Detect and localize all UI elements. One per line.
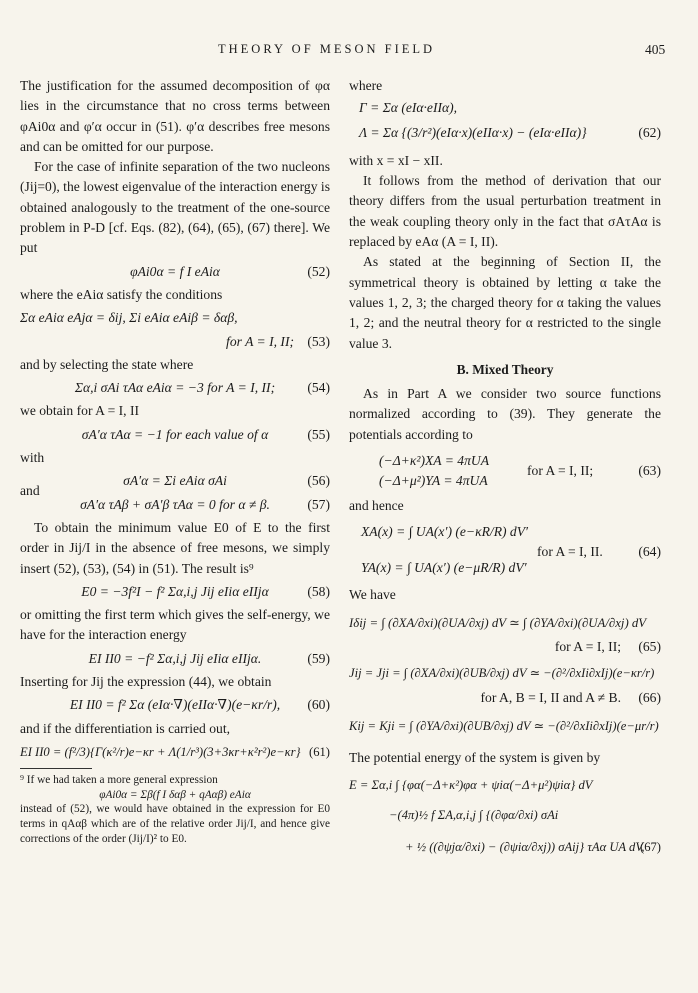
- equation-64: XA(x) = ∫ UA(x′) (e−κR/R) dV′ YA(x) = ∫ UA(x′) (e−μR/R) dV′ for A = I, II. (64): [361, 523, 661, 576]
- paragraph: we obtain for A = I, II: [20, 403, 140, 419]
- equation-67-line3: + ½ ((∂ψjα/∂xi) − (∂ψiα/∂xj)) σAij} τAα UA dV, (67): [405, 840, 661, 855]
- equation-60: EI II0 = f² Σα (eIα·∇)(eIIα·∇)(e−κr/r), (60): [69, 697, 330, 713]
- equation-56: and σA′α = Σi eAiα σAi (56): [20, 473, 330, 499]
- equation-54: Σα,i σAi τAα eAiα = −3 for A = I, II; (54): [74, 380, 330, 396]
- paragraph: with x = xI − xII.: [349, 152, 443, 168]
- equation-67-line1: E = Σα,i ∫ {φα(−Δ+κ²)φα + ψiα(−Δ+μ²)ψiα} dV: [349, 777, 593, 792]
- paragraph: and by selecting the state where: [20, 356, 194, 372]
- footnote-rule: [20, 768, 92, 769]
- footnote-text: instead of (52), we would have obtained in the expression for E0 terms in qAαβ which are of the relative order Jij/I, and hence give corrections of the order (Jij/I)² to E0.: [20, 803, 330, 845]
- equation-67-line2: −(4π)½ f ΣA,α,i,j ∫ {(∂φα/∂xi) σAi: [389, 807, 559, 822]
- equation-66-condition: for A, B = I, II and A ≠ B. (66): [480, 689, 661, 705]
- paragraph: and hence: [349, 497, 404, 513]
- paragraph: The justification for the assumed decomposition of φα lies in the circumstance that no cross terms between φAi0α and φ′α occur in (51). φ′α describes free mesons and can be omitted for our purpose.: [20, 78, 330, 154]
- footnote-text: ⁹ If we had taken a more general expression: [20, 774, 218, 787]
- running-header: [0, 42, 698, 62]
- right-column: [349, 76, 661, 862]
- paragraph: Inserting for Jij the expression (44), we obtain: [20, 674, 272, 690]
- paragraph: The potential energy of the system is given by: [349, 750, 601, 766]
- equation-63: (−Δ+κ²)XA = 4πUA (−Δ+μ²)YA = 4πUA for A = I, II; (63): [379, 453, 661, 489]
- equation-62-lambda: Λ = Σα {(3/r²)(eIα·x)(eIIα·x) − (eIα·eIIα)} (62): [359, 124, 661, 140]
- running-title: THEORY OF MESON FIELD: [218, 42, 436, 56]
- equation-55: σA′α τAα = −1 for each value of α (55): [81, 426, 330, 442]
- equation-52: φAi0α = f I eAiα (52): [130, 263, 330, 279]
- equation-59: EI II0 = −f² Σα,i,j Jij eIiα eIIjα. (59): [88, 650, 330, 666]
- paragraph: where the eAiα satisfy the conditions: [20, 286, 223, 302]
- equation-k: Kij = Kji = ∫ (∂YA/∂xi)(∂UB/∂xj) dV ≃ −(∂²/∂xIi∂xIj)(e−μr/r): [349, 719, 659, 734]
- equation-65-condition: for A = I, II; (65): [554, 639, 661, 655]
- footnote-equation: φAi0α = Σβ(f I δαβ + qAαβ) eAiα: [99, 788, 251, 801]
- footnote: [20, 768, 330, 846]
- paragraph: with: [20, 450, 45, 466]
- page-number: 405: [645, 42, 666, 57]
- paragraph: To obtain the minimum value E0 of E to the first order in Jij/I in the absence of free mesons, we simply insert (52), (53), (54) in (51). The result is⁹: [20, 519, 330, 576]
- paragraph: As stated at the beginning of Section II, the symmetrical theory is obtained by letting α take the values 1, 2, 3; the charged theory for α taking the values 1, 2; and the neutral theory for α restricted to the single value 3.: [349, 254, 661, 351]
- left-column: [20, 76, 330, 846]
- equation-53-condition: for A = I, II; (53): [226, 333, 330, 349]
- equation-66: Jij = Jji = ∫ (∂XA/∂xi)(∂UB/∂xj) dV ≃ −(∂²/∂xIi∂xIj)(e−κr/r): [349, 666, 655, 681]
- paragraph: As in Part A we consider two source functions normalized according to (39). They generate the potentials according to: [349, 386, 661, 442]
- paragraph: It follows from the method of derivation that our theory differs from the usual perturbation treatment in the weak coupling theory only in the fact that σAτAα is replaced by eAα (A = I, II).: [349, 173, 661, 250]
- equation-57: σA′α τAβ + σA′β τAα = 0 for α ≠ β. (57): [80, 496, 330, 512]
- paragraph: and if the differentiation is carried out,: [20, 720, 230, 736]
- paragraph: For the case of infinite separation of the two nucleons (Jij=0), the lowest eigenvalue of the interaction energy is obtained analogously to the treatment of the one-source problem in P-D [cf. Eqs. (82), (64), (65), (67) there]. We put: [20, 159, 330, 256]
- paragraph: where: [349, 78, 383, 93]
- equation-65: Iδij = ∫ (∂XA/∂xi)(∂UA/∂xj) dV ≃ ∫ (∂YA/∂xi)(∂UA/∂xj) dV: [349, 615, 647, 630]
- equation-62-gamma: Γ = Σα (eIα·eIIα),: [359, 100, 458, 116]
- paragraph: or omitting the first term which gives the self-energy, we have for the interaction energy: [20, 607, 330, 643]
- equation-61: EI II0 = (f²/3){Γ(κ²/r)e−κr + Λ(1/r³)(3+3κr+κ²r²)e−κr} (61): [20, 744, 330, 759]
- paragraph: We have: [349, 586, 396, 602]
- section-heading: B. Mixed Theory: [456, 361, 554, 377]
- equation-58: E0 = −3f²I − f² Σα,i,j Jij eIiα eIIjα (58): [81, 583, 330, 599]
- equation-53: Σα eAiα eAjα = δij, Σi eAiα eAiβ = δαβ,: [20, 310, 238, 326]
